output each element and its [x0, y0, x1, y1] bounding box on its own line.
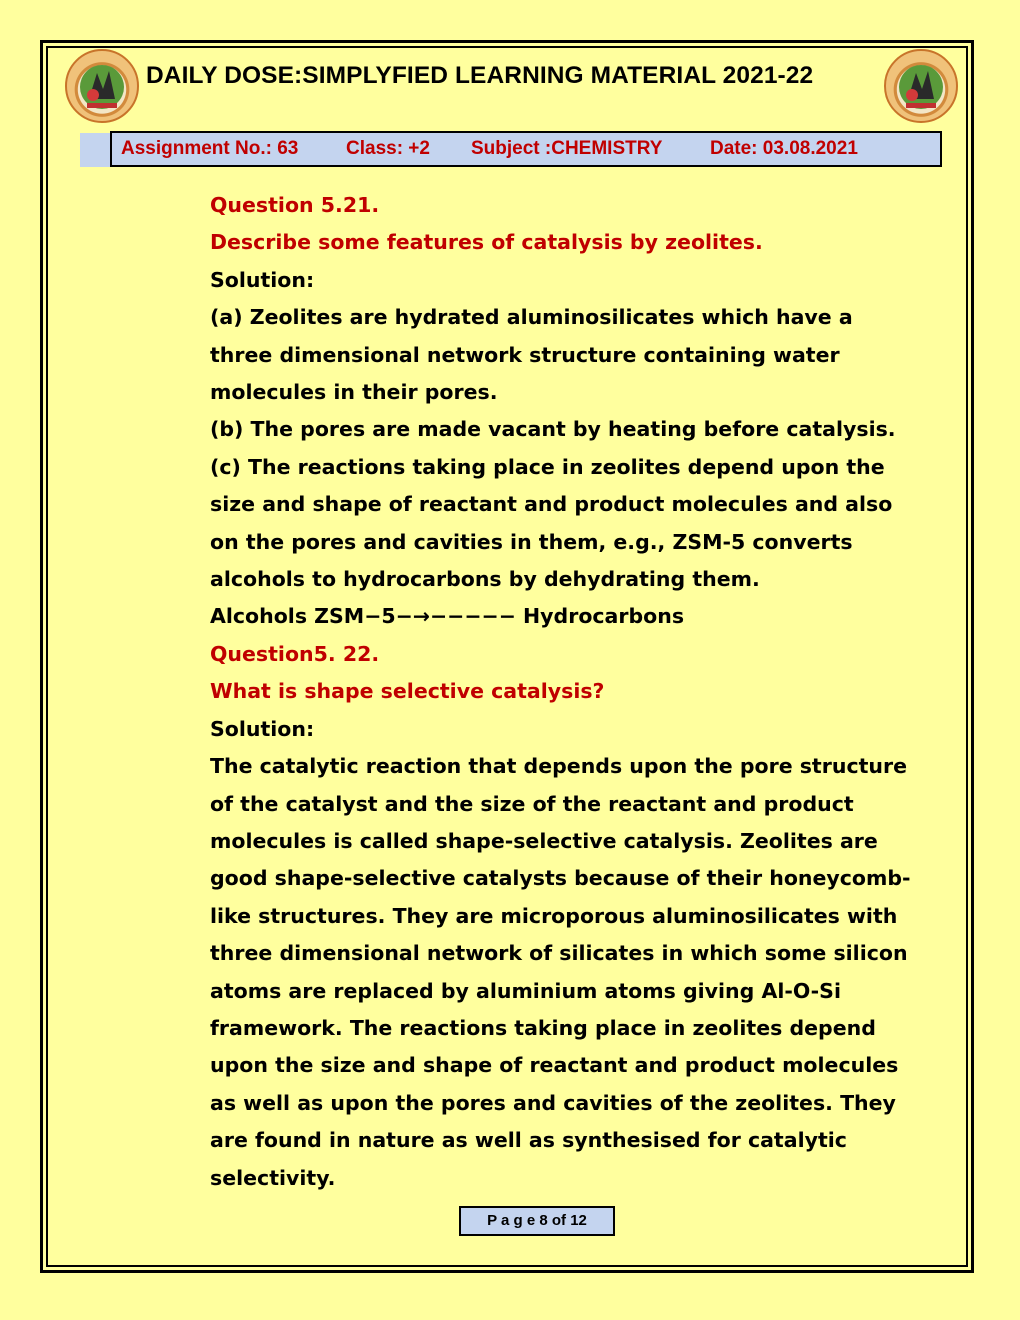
question-2-text: What is shape selective catalysis?: [210, 679, 605, 704]
assignment-info-bar: [110, 131, 942, 167]
info-bar-shadow: [80, 133, 110, 167]
content-body: [210, 187, 920, 1197]
page-title: DAILY DOSE:SIMPLYFIED LEARNING MATERIAL 2021-22: [146, 62, 814, 89]
question-1-point-a: (a) Zeolites are hydrated aluminosilicates which have a three dimensional network structure containing water molecules in their pores.: [210, 305, 853, 405]
question-1-point-b: (b) The pores are made vacant by heating before catalysis.: [210, 417, 896, 442]
question-2-solution-label: Solution:: [210, 716, 315, 741]
question-1-solution-label: Solution:: [210, 267, 315, 292]
question-1-text: Describe some features of catalysis by zeolites.: [210, 230, 763, 255]
date-label: Date: 03.08.2021: [710, 138, 858, 159]
question-2-answer: The catalytic reaction that depends upon the pore structure of the catalyst and the size of the reactant and product molecules is called shape-selective catalysis. Zeolites are good shape-selective catalysts because of their honeycomb-like structures. They are microporous aluminosilicates with three dimensional network of silicates in which some silicon atoms are replaced by aluminium atoms giving Al-O-Si framework. The reactions taking place in zeolites depend upon the size and shape of reactant and product molecules as well as upon the pores and cavities of the zeolites. They are found in nature as well as synthesised for catalytic selectivity.: [210, 754, 911, 1190]
question-2-label: Question5. 22.: [210, 641, 380, 666]
school-emblem-right: [884, 49, 958, 123]
class-label: Class: +2: [346, 138, 430, 159]
question-1-equation: Alcohols ZSM−5−→−−−−− Hydrocarbons: [210, 604, 685, 629]
question-1-point-c: (c) The reactions taking place in zeolites depend upon the size and shape of reactant and product molecules and also on the pores and cavities in them, e.g., ZSM-5 converts alcohols to hydrocarbons by dehydrating them.: [210, 454, 893, 592]
assignment-number: Assignment No.: 63: [121, 138, 299, 159]
subject-label: Subject :CHEMISTRY: [471, 138, 663, 159]
question-1-label: Question 5.21.: [210, 193, 380, 217]
school-emblem-left: [65, 49, 139, 123]
page-number: P a g e 8 of 12: [459, 1206, 615, 1236]
